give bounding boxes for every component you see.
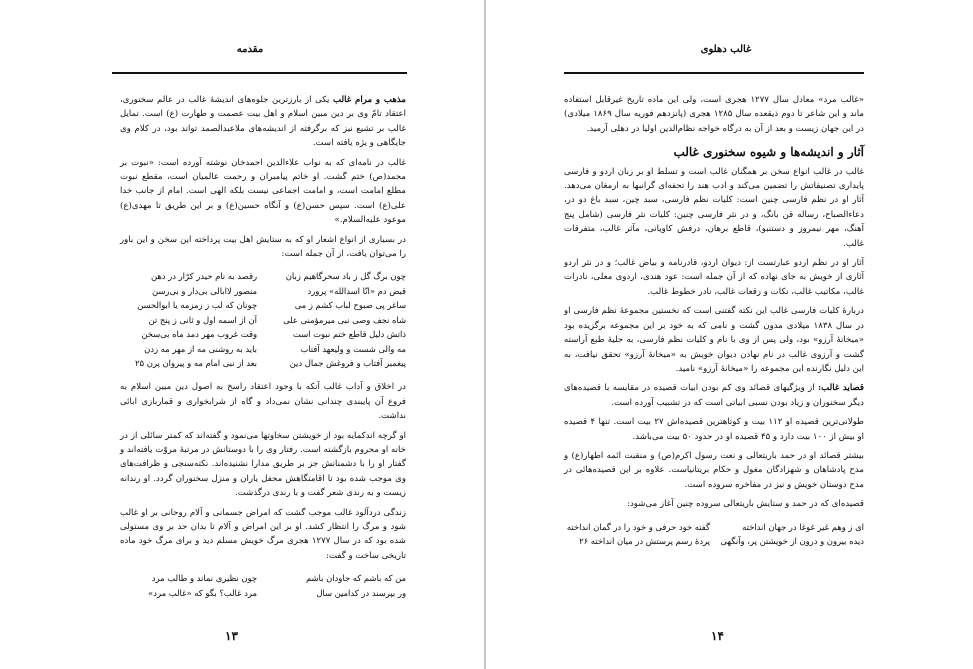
- hemistich: وقت غروب مهر دمد ماه بی‌سخن: [141, 329, 257, 340]
- hemistich: رقصد به نام حیدر کرّار در دهن: [151, 271, 257, 282]
- paragraph-lead: قصاید غالب:: [817, 383, 864, 394]
- page-body: [564, 93, 864, 558]
- header-rule: [564, 72, 864, 74]
- paragraph: آثار او در نظم اردو عبارتست از: دیوان اردو، قادرنامه و بیاض غالب؛ و در نثر اردو آثاری از خویش به جای نهاده که از آن جمله است: عود هندی، اردوی معلی، نادرات غالب، مکاتیب غالب، نکات و رقعات غالب، نادر خطوط غالب.: [564, 258, 864, 297]
- paragraph: در بسیاری از انواع اشعار او که به ستایش اهل بیت پرداخته این سخن و این باور را می‌توان یافت، از آن جمله است:: [120, 234, 406, 260]
- hemistich: پیغمبر آفتاب و فروغش جمال دین: [289, 357, 406, 368]
- page-number: ۱۳: [225, 629, 238, 643]
- page-body: [120, 93, 406, 610]
- poem-verses: [120, 571, 406, 600]
- hemistich: ذاتش دلیل قاطع ختم نبوت است: [292, 329, 406, 340]
- paragraph: زندگی دردآلود غالب موجب گشت که امراض جسمانی و آلام روحانی بر او غالب شود و مرگ را انتظار کشد. او بر این امراض و آلام تا بدان حد بر وی مستولی شده بود که در سال ۱۲۷۷ هجری مرگ خویش مسلم دید و برای مرگ خود ماده تاریخی ساخت و گفت:: [120, 507, 406, 561]
- hemistich: مه والی شست و ولیعهد آفتاب: [300, 343, 406, 354]
- paragraph: غالب در غالب انواع سخن بر همگنان غالب است و تسلط او بر زبان اردو و فارسی پایداری تصنیفاتش را تضمین می‌کند و ادب هند را تحفه‌ای گرانبها به ارمغان می‌دهد. آثار او در نظم فارسی چنین است: کلیات نظم فارسی، سبد چین، سبد باغ دو در، دعاءالصباح، رساله قن بانگ، و در نثر فارسی چنین: کلیات نثر فارسی (شامل پنج آهنگ، مهر نیمروز و دستنبو)، قاطع برهان، درفش کاویانی، مآثر غالب، متفرقات غالب.: [564, 166, 864, 249]
- hemistich: مرد غالب؟ بگو که «غالب مرد»: [148, 587, 257, 598]
- hemistich: ساغر پی صبوح لباب کشم ز می: [294, 300, 406, 311]
- paragraph: غالب در نامه‌ای که به نواب علاءالدین احمدخان نوشته آورده است: «نبوت بر محمد(ص) ختم گشت. او خاتم پیامبران و رحمت عالمیان است، مقطع نبوت مطلع امامت است، و امامت اجماعی نیست بلکه الهی است. امام از جانب خدا علی(ع) است. سپس حسن(ع) و آنگاه حسین(ع) و بر این طریق تا مهدی(ع) موعود علیه‌السلام.»: [120, 157, 406, 226]
- hemistich: گفته خود حرفی و خود را در گمان انداخته: [566, 521, 710, 532]
- hemistich: ور بپرسند در کدامین سال: [316, 587, 406, 598]
- paragraph: بیشتر قصائد او در حمد باریتعالی و نعت رسول اکرم(ص) و منقبت ائمه اطهار(ع) و مدح پادشاهان و شهزادگان مغول و حکام بریتانیاست. علاوه بر این قصیده‌هائی در مدح دوستان خویش و نیز در مفاخره سروده است.: [564, 450, 864, 490]
- hemistich: من که باشم که جاودان باشم: [305, 573, 406, 584]
- paragraph: «غالب مرد» معادل سال ۱۲۷۷ هجری است، ولی این ماده تاریخ غیرقابل استفاده ماند و این شاعر تا دوم ذیقعده سال ۱۲۸۵ هجری (پانزدهم فوریه سال ۱۸۶۹ میلادی) در این جهان زیست و بعد از آن به درگاه خواجه نظام‌الدین اولیا در دهلی آرمید.: [564, 95, 865, 134]
- section-title: آثار و اندیشه‌ها و شیوه سخنوری غالب: [673, 145, 864, 160]
- paragraph: قصیده‌ای که در حمد و ستایش باریتعالی سروده چنین آغاز می‌شود:: [627, 499, 864, 510]
- hemistich: دیده بیرون و درون از خویشتن پر، وآنگهی: [720, 535, 864, 546]
- page-number: ۱۴: [711, 629, 724, 643]
- hemistich: آن از اسمه اول و ثانی ز پنج تن: [148, 314, 257, 325]
- running-header: غالب دهلوی: [700, 44, 752, 55]
- poem-verses: [120, 269, 406, 370]
- hemistich: چون نظیری نماند و طالب مرد: [151, 573, 257, 584]
- left-page: [0, 0, 484, 669]
- hemistich: قبض دم «انّا اسدالله» پرورد: [307, 285, 406, 296]
- hemistich: ای ز وهم غیر غوغا در جهان انداخته: [742, 521, 864, 532]
- hemistich: بعد از نبی امام مه و پیروان پرن ۲۵: [135, 357, 257, 368]
- paragraph: مذهب و مرام غالب یکی از بارزترین جلوه‌های اندیشهٔ غالب در عالم سخنوری، اعتقاد تامّ وی بر دین مبین اسلام و اهل بیت عصمت و طهارت (ع) است. تمایل غالب بر تشیع نیز که برگرفته از اندیشه‌های ملاعبدالصمد تواند بود، در کلام وی جایگاهی و یژه یافته است.: [120, 95, 406, 149]
- hemistich: چونان که لب ز زمزمه یا ابوالحسن: [137, 300, 257, 311]
- paragraph: او گرچه اندکمایه بود از خویشتن سخاوتها می‌نمود و گفته‌اند که کمتر سائلی از در خانه او محروم بازگشته است. رفتار وی را با دوستانش در مرتبهٔ مروّت یافته‌اند و گفتار او را با دشمنانش جز بر طریق مدارا نشنیده‌اند. نکته‌سنجی و ظرافت‌های وی موجب شده بود تا اقامتگاهش محفل یاران و منزل سخنوران گردد. او رندانه زیست و به رندی شعر گفت و با رندی درگذشت.: [120, 430, 406, 499]
- hemistich: شاه نجف وصی نبی میرمؤمنی علی: [283, 314, 406, 325]
- hemistich: پردهٔ رسم پرستش در میان انداخته ۲۶: [579, 535, 710, 546]
- paragraph: در اخلاق و آداب غالب آنکه با وجود اعتقاد راسخ به اصول دین مبین اسلام به فروع آن پایبندی چندانی نشان نمی‌داد و گاه از شرابخواری و قماربازی ابائی نداشت.: [120, 382, 406, 422]
- header-rule: [112, 72, 407, 74]
- poem-verses: [564, 520, 864, 549]
- hemistich: چون برگ گل ز باد سحرگاهیم زبان: [285, 271, 406, 282]
- hemistich: باید به روشنی مه از مهر مه زدن: [144, 343, 257, 354]
- paragraph: طولانی‌ترین قصیده او ۱۱۲ بیت و کوتاهترین قصیده‌اش ۲۷ بیت است. تنها ۴ قصیده او بیش از ۱۰۰ بیت دارد و ۴۵ قصیده او در حدود ۵۰ بیت می‌باشد.: [564, 417, 864, 442]
- paragraph: قصاید غالب: از ویژگیهای قصائد وی کم بودن ابیات قصیده در مقایسه با قصیده‌های دیگر سخنوران و زیاد بودن نسبی ابیاتی است که در تشبیب آورده است.: [564, 383, 864, 408]
- hemistich: منصور لاابالی بی‌دار و بی‌رسن: [151, 285, 257, 296]
- right-page: [486, 0, 973, 669]
- running-header: مقدمه: [236, 44, 264, 55]
- paragraph: دربارهٔ کلیات فارسی غالب این نکته گفتنی است که نخستین مجموعهٔ نظم فارسی او در سال ۱۸۳۸ میلادی مدون گشت و نامی که به خود بر این مجموعه برگزیده بود «میخانهٔ آرزو» بود، ولی پس از وی با نام و کلیات نظم فارسی، به حلیهٔ طبع آراسته گشت و آرزوی غالب در نام نهادن دیوان خویش به «میخانهٔ آرزو» تحقق نیافت، به این دلیل نگارنده این مجموعه را «میخانهٔ آرزو» نامید.: [564, 306, 864, 374]
- paragraph-lead: مذهب و مرام غالب: [333, 95, 406, 105]
